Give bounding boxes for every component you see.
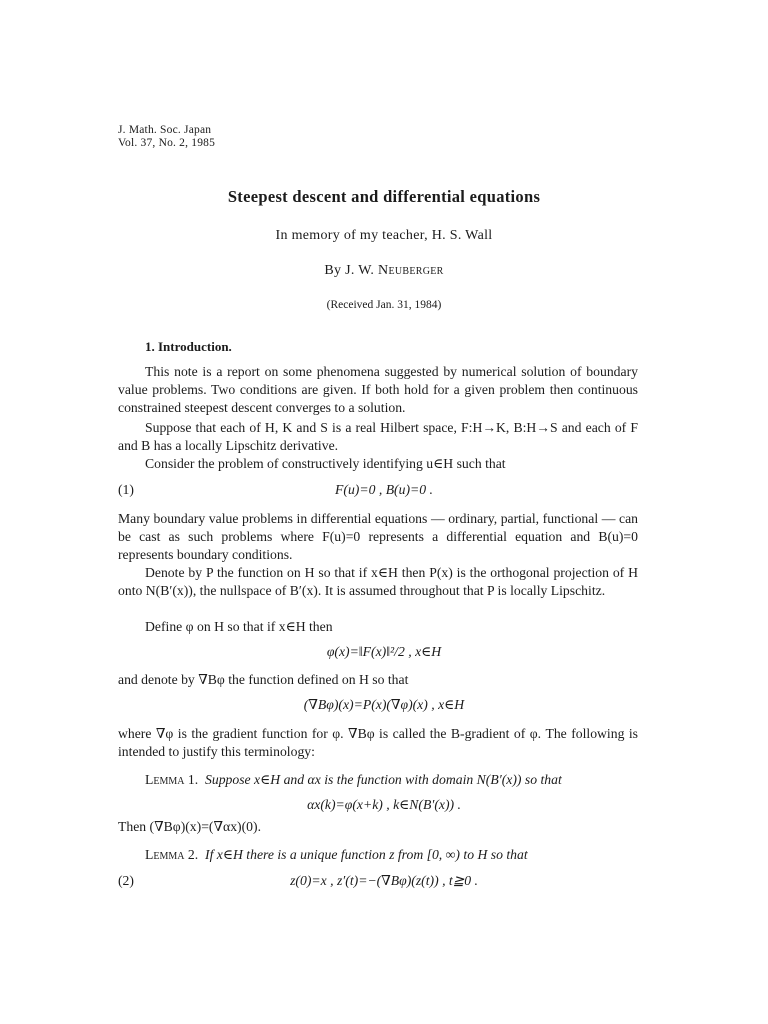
lemma-label: Lemma 2. xyxy=(145,847,199,862)
equation-body: φ(x)=‖F(x)‖²/2 , x∈H xyxy=(326,644,442,659)
lemma-statement: If x∈H there is a unique function z from [0, ∞) to H so that xyxy=(205,847,528,862)
paragraph-hilbert: Suppose that each of H, K and S is a real Hilbert space, F:H→K, B:H→S and each of F and B has a locally Lipschitz derivative. xyxy=(118,420,638,453)
dedication: In memory of my teacher, H. S. Wall xyxy=(275,228,493,243)
paragraph-projection: Denote by P the function on H so that if x∈H then P(x) is the orthogonal projection of H onto N(B′(x)), the nullspace of B′(x). It is assumed throughout that P is locally Lipschitz. xyxy=(118,565,638,598)
lemma-statement: Suppose x∈H and αx is the function with domain N(B′(x)) so that xyxy=(205,772,562,787)
paragraph-define-phi: Define φ on H so that if x∈H then xyxy=(145,619,333,634)
paragraph-bvp: Many boundary value problems in differential equations — ordinary, partial, functional — can be cast as such problems where F(u)=0 represents a differential equation and B(u)=0 represents boundary conditions. xyxy=(118,511,638,562)
equation-number: (1) xyxy=(118,482,134,497)
paragraph-intro: This note is a report on some phenomena suggested by numerical solution of boundary value problems. Two conditions are given. If both hold for a given problem then continuous constrained steepest descent converges to a solution. xyxy=(118,364,638,415)
equation-body: αx(k)=φ(x+k) , k∈N(B′(x)) . xyxy=(307,797,461,812)
journal-volume: Vol. 37, No. 2, 1985 xyxy=(118,137,216,149)
equation-body: F(u)=0 , B(u)=0 . xyxy=(335,482,433,497)
paper-title: Steepest descent and differential equations xyxy=(227,187,541,206)
author-by: By J. W. xyxy=(324,263,379,278)
received-date: (Received Jan. 31, 1984) xyxy=(326,299,442,311)
paragraph-b-gradient: and denote by ∇Bφ the function defined on H so that xyxy=(118,672,409,687)
author-line xyxy=(0,263,768,279)
paragraph-problem: Consider the problem of constructively identifying u∈H such that xyxy=(145,456,506,471)
author-name: Neuberger xyxy=(378,263,444,278)
equation-number: (2) xyxy=(118,873,134,888)
lemma-1 xyxy=(118,771,638,789)
lemma-1-conclusion: Then (∇Bφ)(x)=(∇αx)(0). xyxy=(118,819,261,834)
lemma-label: Lemma 1. xyxy=(145,772,199,787)
journal-name: J. Math. Soc. Japan xyxy=(118,124,212,136)
equation-body: z(0)=x , z′(t)=−(∇Bφ)(z(t)) , t≧0 . xyxy=(290,873,478,888)
section-heading: 1. Introduction. xyxy=(145,339,232,354)
lemma-2 xyxy=(118,846,638,864)
journal-citation xyxy=(118,124,215,150)
equation-body: (∇Bφ)(x)=P(x)(∇φ)(x) , x∈H xyxy=(303,697,465,712)
paragraph-terminology: where ∇φ is the gradient function for φ. ∇Bφ is called the B-gradient of φ. The following is intended to justify this terminology: xyxy=(118,726,638,759)
